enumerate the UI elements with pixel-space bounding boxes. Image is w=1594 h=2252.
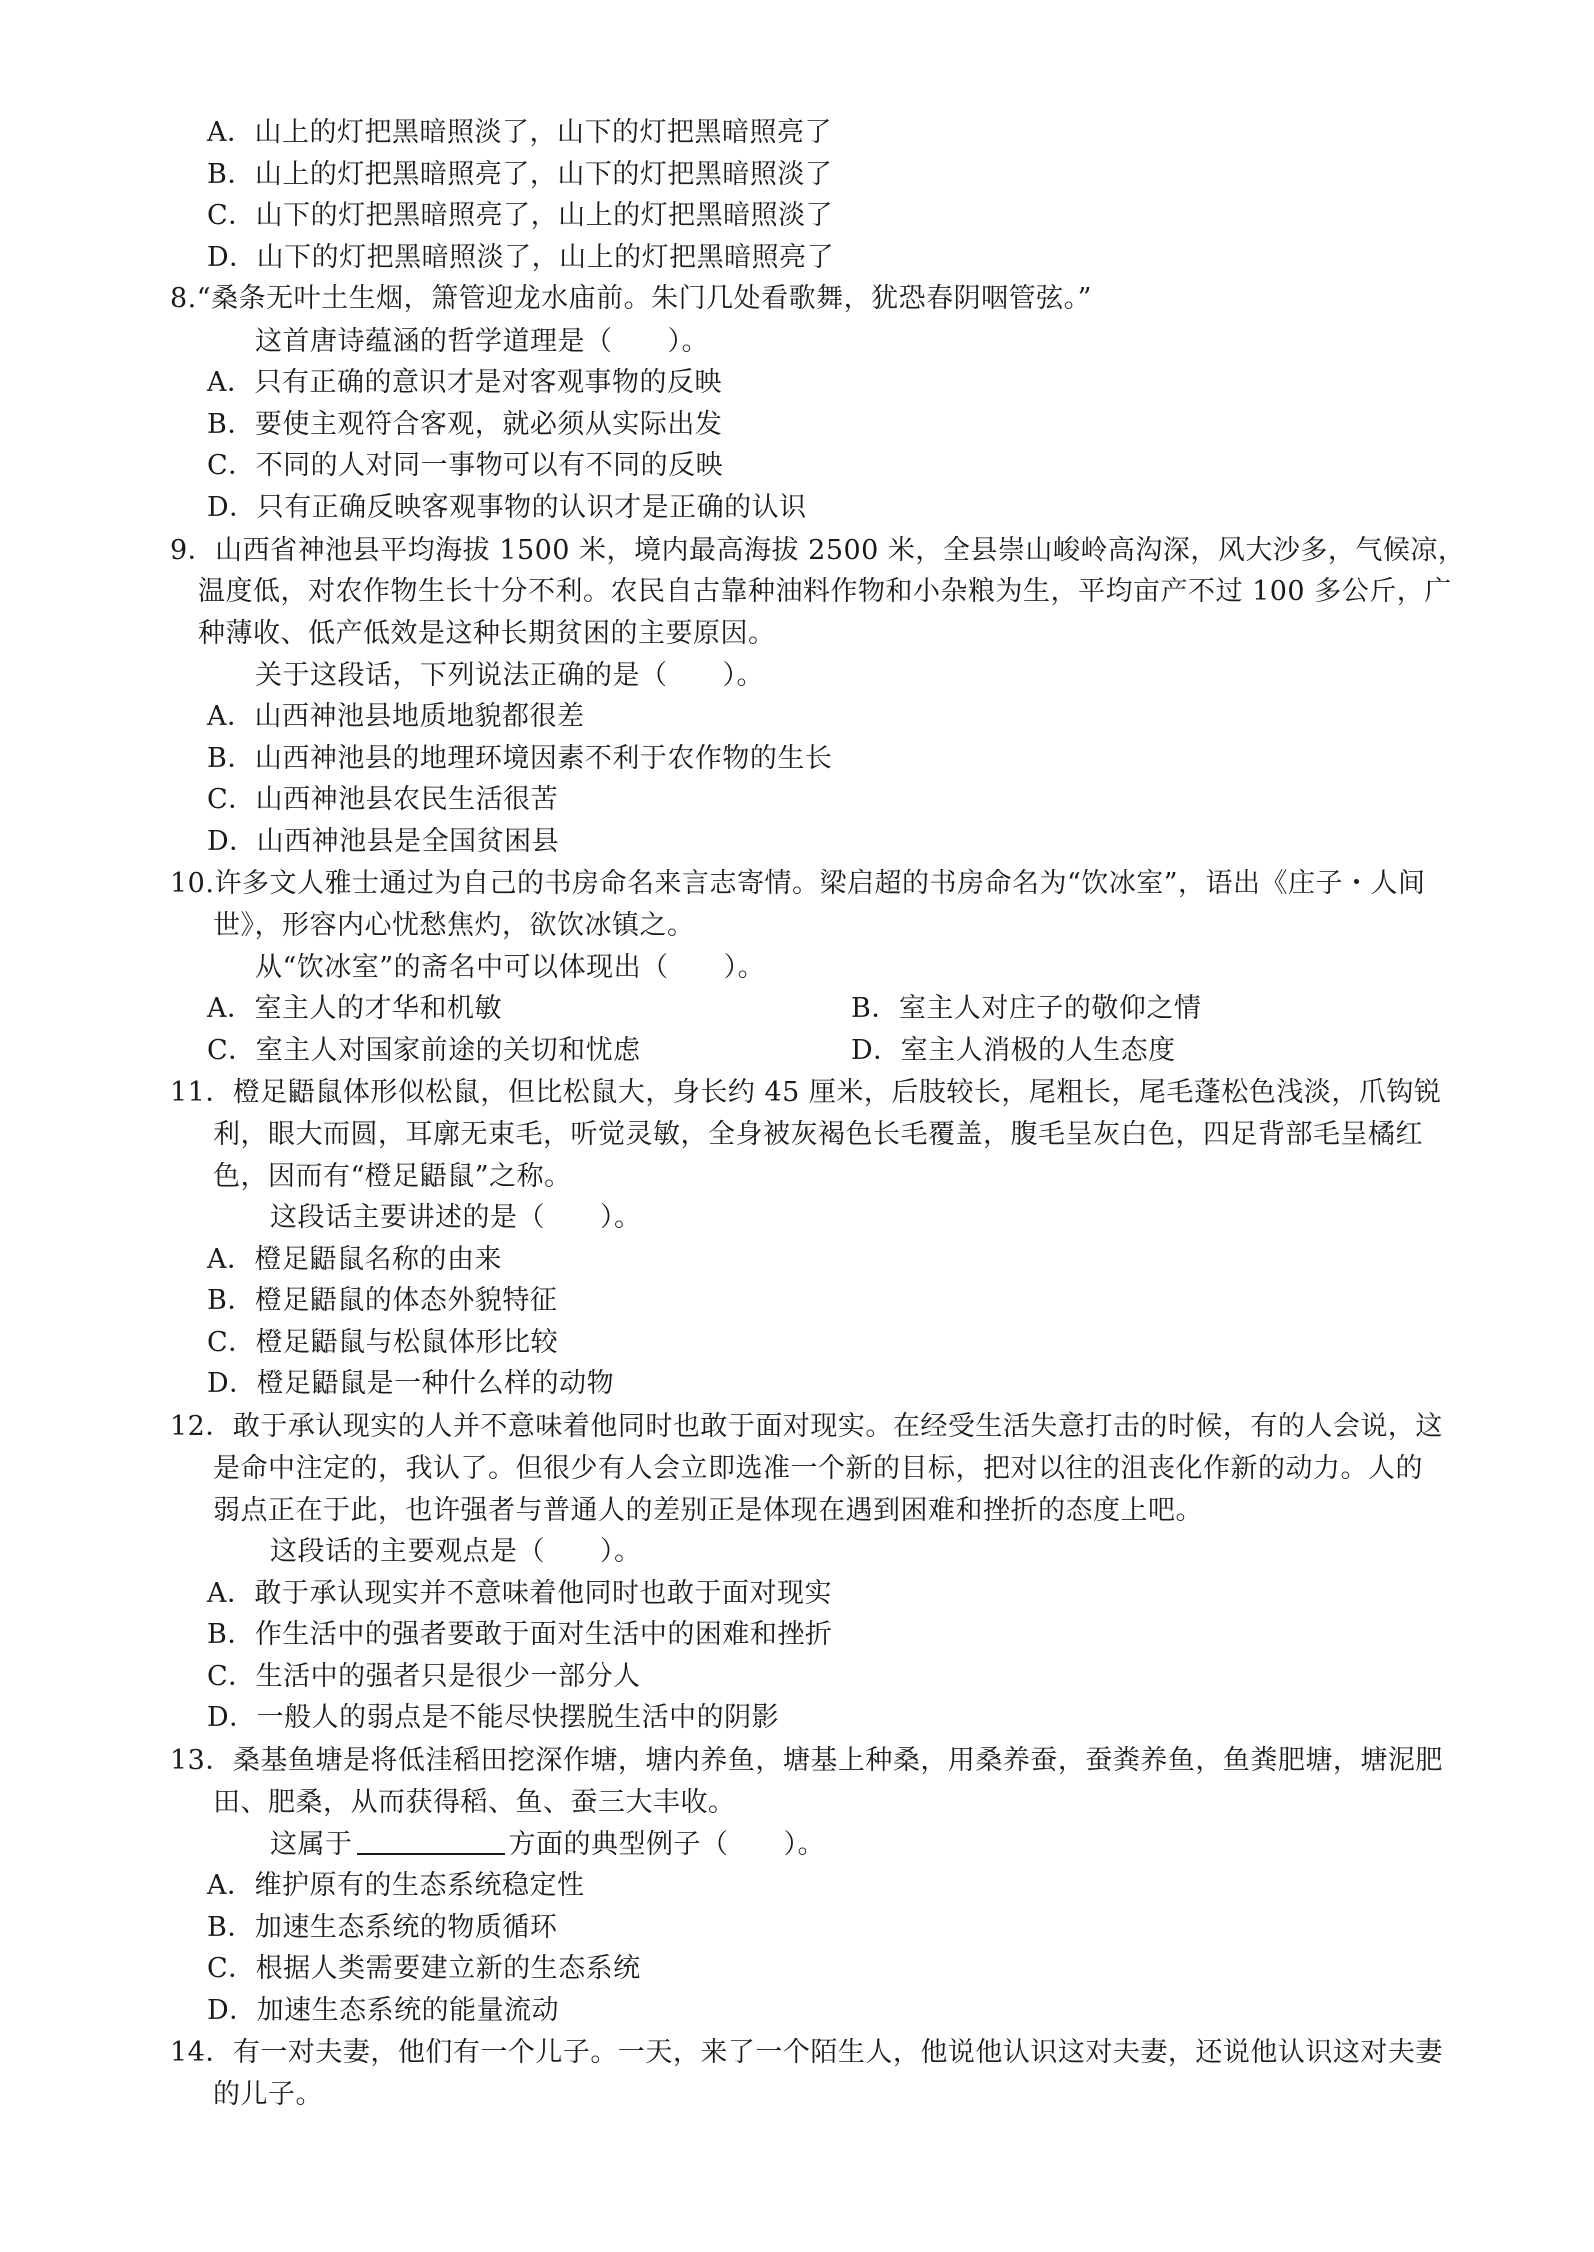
q12-option-c: C．生活中的强者只是很少一部分人 (207, 1661, 641, 1692)
q13-option-d: D．加速生态系统的能量流动 (207, 1995, 560, 2026)
answer-blank (357, 1827, 505, 1855)
q13-prompt-after: 方面的典型例子（ ）。 (508, 1829, 825, 1860)
q8-stem: 8.“桑条无叶土生烟，箫管迎龙水庙前。朱门几处看歌舞，犹恐春阴咽管弦。” (170, 283, 1092, 314)
q10-option-d: D．室主人消极的人生态度 (851, 1035, 1176, 1066)
q12-prompt: 这段话的主要观点是（ ）。 (270, 1536, 642, 1567)
q10-stem-line1: 10.许多文人雅士通过为自己的书房命名来言志寄情。梁启超的书房命名为“饮冰室”，语出《庄子・人间 (170, 868, 1426, 899)
q7-option-c: C．山下的灯把黑暗照亮了，山上的灯把黑暗照淡了 (207, 200, 834, 231)
q12-option-b: B．作生活中的强者要敢于面对生活中的困难和挫折 (207, 1619, 833, 1650)
q10-option-b: B．室主人对庄子的敬仰之情 (851, 993, 1202, 1024)
q11-stem-line3: 色，因而有“橙足鼯鼠”之称。 (213, 1161, 572, 1192)
q9-option-b: B．山西神池县的地理环境因素不利于农作物的生长 (207, 743, 833, 774)
q11-option-b: B．橙足鼯鼠的体态外貌特征 (207, 1285, 558, 1316)
q9-stem-line3: 种薄收、低产低效是这种长期贫困的主要原因。 (198, 618, 776, 649)
q11-option-c: C．橙足鼯鼠与松鼠体形比较 (207, 1327, 559, 1358)
q7-option-a: A．山上的灯把黑暗照淡了，山下的灯把黑暗照亮了 (207, 117, 832, 148)
q13-option-c: C．根据人类需要建立新的生态系统 (207, 1953, 641, 1984)
q12-option-a: A．敢于承认现实并不意味着他同时也敢于面对现实 (207, 1578, 832, 1609)
q10-option-a: A．室主人的才华和机敏 (207, 993, 502, 1024)
q10-option-c: C．室主人对国家前途的关切和忧虑 (207, 1035, 641, 1066)
q10-stem-line2: 世》，形容内心忧愁焦灼，欲饮冰镇之。 (213, 910, 695, 941)
q8-option-c: C．不同的人对同一事物可以有不同的反映 (207, 450, 724, 481)
q12-stem-line1: 12．敢于承认现实的人并不意味着他同时也敢于面对现实。在经受生活失意打击的时候，有的人会说，这 (170, 1411, 1443, 1442)
q8-option-a: A．只有正确的意识才是对客观事物的反映 (207, 367, 722, 398)
q9-option-a: A．山西神池县地质地貌都很差 (207, 701, 585, 732)
q11-option-a: A．橙足鼯鼠名称的由来 (207, 1244, 502, 1275)
q13-stem-line2: 田、肥桑，从而获得稻、鱼、蚕三大丰收。 (213, 1787, 736, 1818)
q9-stem-line1: 9．山西省神池县平均海拔 1500 米，境内最高海拔 2500 米，全县崇山峻岭高沟深，风大沙多，气候凉， (170, 535, 1466, 566)
q13-option-b: B．加速生态系统的物质循环 (207, 1912, 558, 1943)
q11-option-d: D．橙足鼯鼠是一种什么样的动物 (207, 1368, 615, 1399)
q12-stem-line2: 是命中注定的，我认了。但很少有人会立即选准一个新的目标，把对以往的沮丧化作新的动力。人的 (213, 1453, 1423, 1484)
q11-stem-line2: 利，眼大而圆，耳廓无束毛，听觉灵敏，全身被灰褐色长毛覆盖，腹毛呈灰白色，四足背部毛呈橘红 (213, 1119, 1423, 1150)
q14-stem-line2: 的儿子。 (213, 2079, 323, 2110)
q11-prompt: 这段话主要讲述的是（ ）。 (270, 1202, 642, 1233)
q13-option-a: A．维护原有的生态系统稳定性 (207, 1870, 585, 1901)
q14-stem-line1: 14．有一对夫妻，他们有一个儿子。一天，来了一个陌生人，他说他认识这对夫妻，还说他认识这对夫妻 (170, 2037, 1443, 2068)
q13-prompt-before: 这属于 (270, 1829, 353, 1860)
q13-prompt (270, 1825, 825, 1865)
q8-option-b: B．要使主观符合客观，就必须从实际出发 (207, 409, 723, 440)
q7-option-d: D．山下的灯把黑暗照淡了，山上的灯把黑暗照亮了 (207, 242, 835, 273)
q12-stem-line3: 弱点正在于此，也许强者与普通人的差别正是体现在遇到困难和挫折的态度上吧。 (213, 1495, 1203, 1526)
q13-stem-line1: 13．桑基鱼塘是将低洼稻田挖深作塘，塘内养鱼，塘基上种桑，用桑养蚕，蚕粪养鱼，鱼粪肥塘，塘泥肥 (170, 1745, 1443, 1776)
q7-option-b: B．山上的灯把黑暗照亮了，山下的灯把黑暗照淡了 (207, 159, 833, 190)
q8-prompt: 这首唐诗蕴涵的哲学道理是（ ）。 (255, 326, 709, 357)
q9-option-c: C．山西神池县农民生活很苦 (207, 784, 559, 815)
q9-prompt: 关于这段话，下列说法正确的是（ ）。 (255, 660, 764, 691)
q12-option-d: D．一般人的弱点是不能尽快摆脱生活中的阴影 (207, 1702, 780, 1733)
q10-prompt: 从“饮冰室”的斋名中可以体现出（ ）。 (255, 952, 766, 983)
q8-option-d: D．只有正确反映客观事物的认识才是正确的认识 (207, 492, 807, 523)
q9-option-d: D．山西神池县是全国贫困县 (207, 826, 560, 857)
q9-stem-line2: 温度低，对农作物生长十分不利。农民自古靠种油料作物和小杂粮为生，平均亩产不过 100 多公斤，广 (198, 576, 1452, 607)
q11-stem-line1: 11．橙足鼯鼠体形似松鼠，但比松鼠大，身长约 45 厘米，后肢较长，尾粗长，尾毛蓬松色浅淡，爪钩锐 (170, 1077, 1442, 1108)
